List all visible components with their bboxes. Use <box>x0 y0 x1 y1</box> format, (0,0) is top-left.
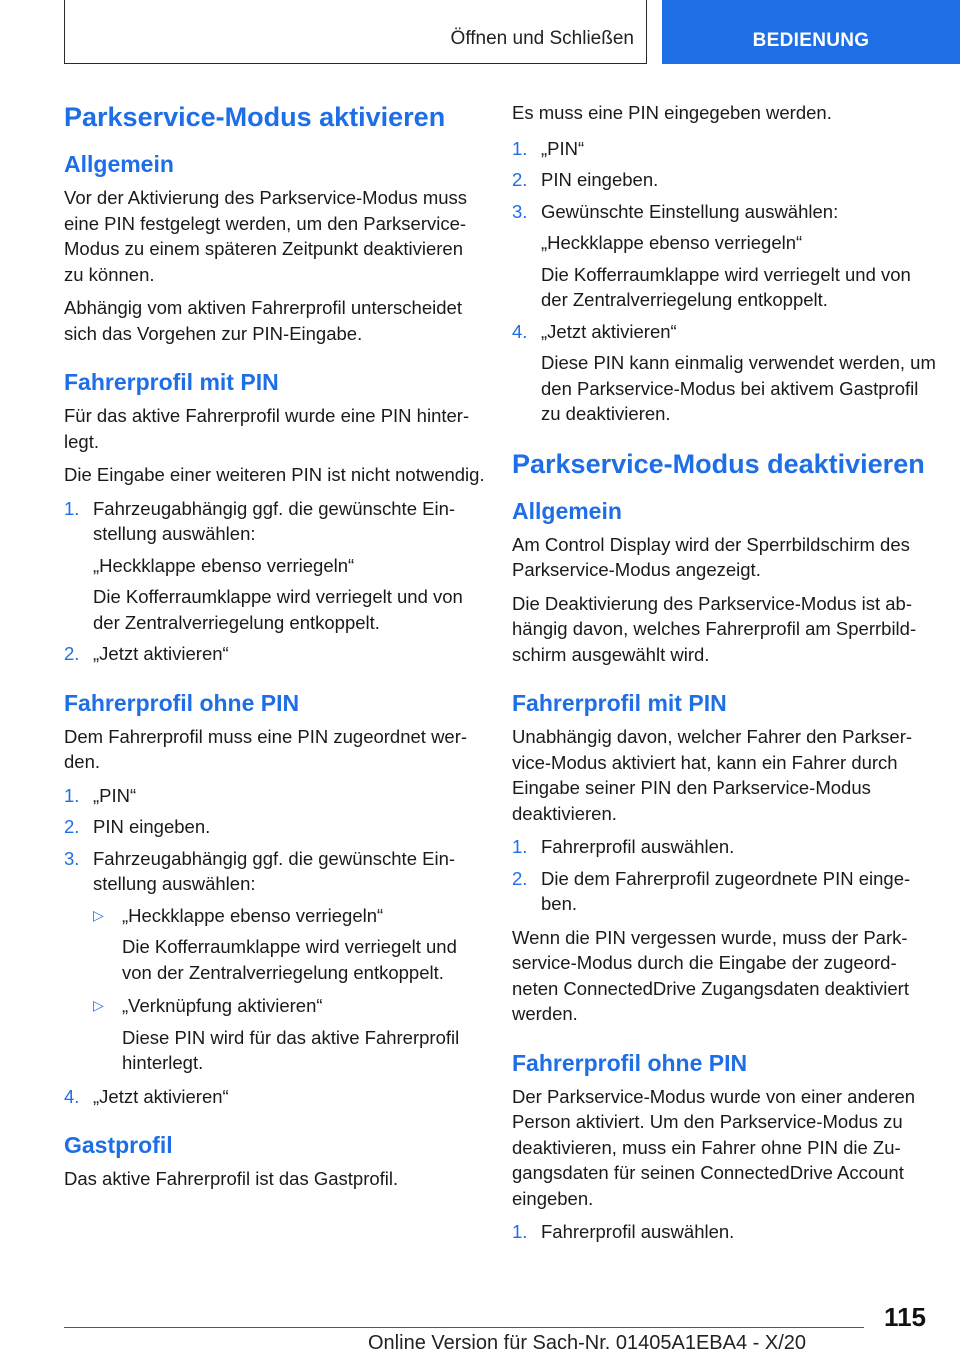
step-number: 2. <box>64 816 80 837</box>
step-number: 3. <box>512 200 528 222</box>
triangle-bullet-icon: ▷ <box>93 906 104 923</box>
chapter-tab-label: BEDIENUNG <box>752 30 870 51</box>
option-desc: Die Kofferraumklappe wird verriegelt und von der Zentralverriegelung entkoppelt. <box>122 936 457 983</box>
step-text: PIN eingeben. <box>93 816 211 837</box>
step-number: 1. <box>64 784 80 806</box>
heading-gastprofil: Gastprofil <box>64 1132 173 1158</box>
option-list <box>93 903 486 1076</box>
paragraph: Für das aktive Fahrerprofil wurde eine PIN hinterlegt. <box>64 405 470 452</box>
list-item <box>64 641 486 667</box>
step-number: 2. <box>64 643 80 664</box>
heading-mit-pin: Fahrerprofil mit PIN <box>64 369 279 395</box>
paragraph: Der Parkservice-Modus wurde von einer anderen Person aktiviert. Um den Parkservice-Modus zu deaktivieren, muss ein Fahrer ohne PIN die Zugangsdaten für seinen ConnectedDrive Account eingeben. <box>512 1085 916 1209</box>
steps-list <box>512 1219 936 1245</box>
steps-list <box>64 496 486 667</box>
list-item <box>64 814 486 840</box>
list-item <box>512 834 936 860</box>
option-item <box>93 993 486 1076</box>
paragraph: Die Deaktivierung des Parkservice-Modus ist abhängig davon, welches Fahrerprofil am Sperrbildschirm ausgewählt wird. <box>512 592 917 665</box>
step-text: „Jetzt aktivieren“ <box>93 1085 229 1107</box>
heading-activate: Parkservice-Modus aktivieren <box>64 102 446 132</box>
list-item <box>512 319 936 427</box>
step-option: „Heckklappe ebenso verriegeln“ <box>93 554 355 576</box>
paragraph: Am Control Display wird der Sperrbildschirm des Parkservice-Modus angezeigt. <box>512 533 910 580</box>
paragraph: Die Eingabe einer weiteren PIN ist nicht notwendig. <box>64 464 485 485</box>
option-title: „Heckklappe ebenso verriegeln“ <box>122 904 384 926</box>
option-title: „Verknüpfung aktivieren“ <box>122 995 323 1016</box>
paragraph: Es muss eine PIN eingegeben werden. <box>512 102 832 123</box>
option-desc: Diese PIN wird für das aktive Fahrerprofil hinterlegt. <box>122 1026 460 1073</box>
step-text: Fahrerprofil auswählen. <box>541 1221 735 1242</box>
step-text: Die dem Fahrerprofil zugeordnete PIN eingeben. <box>541 867 911 914</box>
steps-list <box>64 783 486 1110</box>
list-item <box>512 167 936 193</box>
option-item <box>93 903 486 986</box>
section-title: Öffnen und Schließen <box>450 28 634 49</box>
step-text: „Jetzt aktivieren“ <box>93 643 229 664</box>
step-number: 4. <box>64 1085 80 1107</box>
step-option: „Heckklappe ebenso verriegeln“ <box>541 232 803 253</box>
paragraph: Dem Fahrerprofil muss eine PIN zugeordnet werden. <box>64 725 468 772</box>
step-text: „PIN“ <box>541 137 585 159</box>
page-number: 115 <box>884 1302 926 1332</box>
step-text: PIN eingeben. <box>541 169 659 190</box>
triangle-bullet-icon: ▷ <box>93 997 104 1013</box>
list-item <box>64 846 486 1076</box>
list-item <box>512 1219 936 1245</box>
steps-list <box>512 136 936 427</box>
step-note: Diese PIN kann einmalig verwendet werden, um den Parkservice-Modus bei aktivem Gastprofil zu deaktivieren. <box>541 352 936 424</box>
footer-divider <box>64 1327 864 1328</box>
list-item <box>512 199 936 313</box>
list-item <box>64 1084 486 1110</box>
step-note: Die Kofferraumklappe wird verriegelt und von der Zentralverriegelung entkoppelt. <box>541 263 911 310</box>
heading-allgemein: Allgemein <box>512 497 622 524</box>
left-column <box>64 100 486 1200</box>
step-number: 1. <box>512 137 528 159</box>
step-number: 1. <box>64 497 80 519</box>
list-item <box>512 136 936 162</box>
step-text: Fahrzeugabhängig ggf. die gewünschte Einstellung auswählen: <box>93 497 456 544</box>
step-number: 2. <box>512 867 528 889</box>
step-number: 1. <box>512 836 528 857</box>
step-number: 4. <box>512 320 528 342</box>
steps-list <box>512 834 936 917</box>
heading-mit-pin: Fahrerprofil mit PIN <box>512 690 727 716</box>
heading-ohne-pin: Fahrerprofil ohne PIN <box>512 1049 748 1076</box>
paragraph: Wenn die PIN vergessen wurde, muss der Parkservice-Modus durch die Eingabe der zugeordneten ConnectedDrive Zugangsdaten deaktiviert werden. <box>512 926 909 1024</box>
heading-allgemein: Allgemein <box>64 151 174 177</box>
heading-ohne-pin: Fahrerprofil ohne PIN <box>64 689 300 716</box>
step-text: Gewünschte Einstellung auswählen: <box>541 200 839 222</box>
header-frame <box>64 0 647 64</box>
step-note: Die Kofferraumklappe wird verriegelt und von der Zentralverriegelung entkoppelt. <box>93 586 463 633</box>
step-text: Fahrzeugabhängig ggf. die gewünschte Einstellung auswählen: <box>93 847 456 894</box>
step-number: 2. <box>512 169 528 190</box>
step-number: 3. <box>64 847 80 869</box>
step-text: „Jetzt aktivieren“ <box>541 320 677 342</box>
paragraph: Vor der Aktivierung des Parkservice-Modus muss eine PIN festgelegt werden, um den Parkservice-Modus zu einem späteren Zeitpunkt deaktivieren zu können. <box>64 187 468 285</box>
step-text: „PIN“ <box>93 784 137 806</box>
paragraph: Unabhängig davon, welcher Fahrer den Parkservice-Modus aktiviert hat, kann ein Fahrer durch Eingabe seiner PIN den Parkservice-Modus deaktivieren. <box>512 726 913 824</box>
chapter-tab <box>662 0 960 64</box>
paragraph: Das aktive Fahrerprofil ist das Gastprofil. <box>64 1168 399 1189</box>
list-item <box>64 783 486 809</box>
list-item <box>64 496 486 636</box>
list-item <box>512 866 936 917</box>
step-number: 1. <box>512 1221 528 1242</box>
right-column <box>512 100 936 1253</box>
footer-version: Online Version für Sach-Nr. 01405A1EBA4 - X/20 <box>368 1332 807 1354</box>
paragraph: Abhängig vom aktiven Fahrerprofil unterscheidet sich das Vorgehen zur PIN-Eingabe. <box>64 297 462 344</box>
heading-deactivate: Parkservice-Modus deaktivieren <box>512 448 925 479</box>
step-text: Fahrerprofil auswählen. <box>541 836 735 857</box>
